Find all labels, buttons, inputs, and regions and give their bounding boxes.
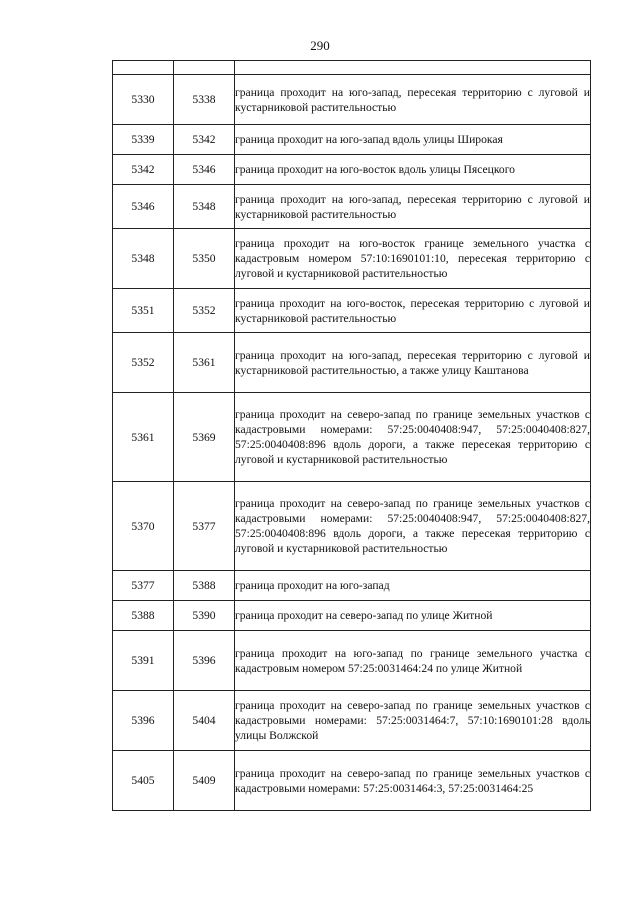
table-row (113, 631, 591, 691)
table-row (113, 185, 591, 229)
table-row (113, 155, 591, 185)
table-row (113, 571, 591, 601)
point-from: 5388 (113, 601, 174, 631)
boundary-description: граница проходит на юго-запад вдоль улицы Широкая (235, 125, 591, 155)
header-cell-description (235, 61, 591, 75)
point-from: 5352 (113, 333, 174, 393)
boundary-description: граница проходит на юго-запад (235, 571, 591, 601)
point-from: 5346 (113, 185, 174, 229)
table-row (113, 393, 591, 482)
header-cell-to (174, 61, 235, 75)
table-row (113, 482, 591, 571)
boundary-description: граница проходит на юго-запад, пересекая территорию с луговой и кустарниковой растительностью (235, 75, 591, 125)
point-to: 5338 (174, 75, 235, 125)
point-to: 5377 (174, 482, 235, 571)
boundary-description: граница проходит на юго-запад, пересекая территорию с луговой и кустарниковой растительностью, а также улицу Каштанова (235, 333, 591, 393)
boundary-description: граница проходит на юго-запад, пересекая территорию с луговой и кустарниковой растительностью (235, 185, 591, 229)
boundary-description: граница проходит на северо-запад по границе земельных участков с кадастровыми номерами: 57:25:0031464:3, 57:25:0031464:25 (235, 751, 591, 811)
point-to: 5361 (174, 333, 235, 393)
boundary-description: граница проходит на юго-восток вдоль улицы Пясецкого (235, 155, 591, 185)
point-to: 5346 (174, 155, 235, 185)
point-from: 5330 (113, 75, 174, 125)
point-to: 5342 (174, 125, 235, 155)
table-row (113, 601, 591, 631)
point-from: 5370 (113, 482, 174, 571)
point-from: 5391 (113, 631, 174, 691)
table-row (113, 289, 591, 333)
table-row (113, 333, 591, 393)
page-number: 290 (310, 38, 330, 53)
point-from: 5351 (113, 289, 174, 333)
boundary-description: граница проходит на юго-восток границе земельного участка с кадастровым номером 57:10:1690101:10, пересекая территорию с луговой и кустарниковой растительностью (235, 229, 591, 289)
point-from: 5339 (113, 125, 174, 155)
point-from: 5361 (113, 393, 174, 482)
header-cell-from (113, 61, 174, 75)
point-to: 5388 (174, 571, 235, 601)
point-to: 5352 (174, 289, 235, 333)
point-from: 5377 (113, 571, 174, 601)
point-from: 5342 (113, 155, 174, 185)
table-row (113, 125, 591, 155)
table-row (113, 229, 591, 289)
point-to: 5390 (174, 601, 235, 631)
point-from: 5348 (113, 229, 174, 289)
point-to: 5404 (174, 691, 235, 751)
point-from: 5405 (113, 751, 174, 811)
table-row (113, 75, 591, 125)
point-from: 5396 (113, 691, 174, 751)
boundary-description: граница проходит на юго-запад по границе земельного участка с кадастровым номером 57:25:0031464:24 по улице Житной (235, 631, 591, 691)
point-to: 5350 (174, 229, 235, 289)
boundary-description: граница проходит на северо-запад по границе земельных участков с кадастровыми номерами: 57:25:0040408:947, 57:25:0040408:827, 57:25:0040408:896 вдоль дороги, а также пересекая территорию с луговой и кустарниковой растительностью (235, 393, 591, 482)
table-row (113, 691, 591, 751)
table-header-row (113, 61, 591, 75)
point-to: 5396 (174, 631, 235, 691)
boundary-description: граница проходит на юго-восток, пересекая территорию с луговой и кустарниковой растительностью (235, 289, 591, 333)
point-to: 5369 (174, 393, 235, 482)
point-to: 5409 (174, 751, 235, 811)
boundary-description: граница проходит на северо-запад по улице Житной (235, 601, 591, 631)
boundary-description: граница проходит на северо-запад по границе земельных участков с кадастровыми номерами: 57:25:0031464:7, 57:10:1690101:28 вдоль улицы Волжской (235, 691, 591, 751)
table-row (113, 751, 591, 811)
point-to: 5348 (174, 185, 235, 229)
boundary-description: граница проходит на северо-запад по границе земельных участков с кадастровыми номерами: 57:25:0040408:947, 57:25:0040408:827, 57:25:0040408:896 вдоль дороги, а также пересекая территорию с луговой и кустарниковой растительностью (235, 482, 591, 571)
boundary-description-table (112, 60, 591, 811)
